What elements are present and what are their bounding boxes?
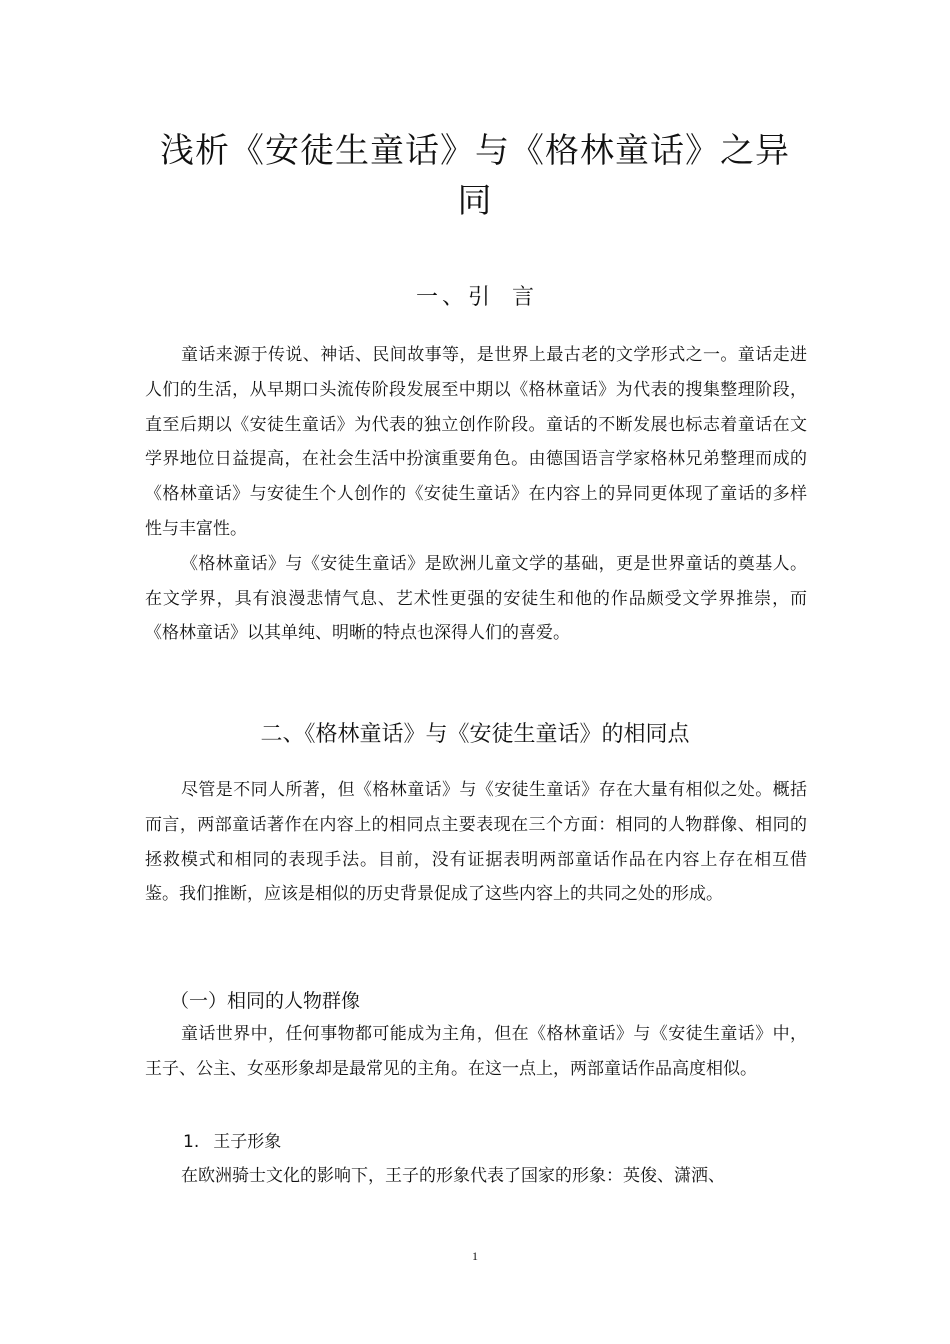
section-heading-similarities: 二、《格林童话》与《安徒生童话》的相同点 xyxy=(260,722,690,747)
paragraph: 童话来源于传说、神话、民间故事等，是世界上最古老的文学形式之一。童话走进人们的生活，从早期口头流传阶段发展至中期以《格林童话》为代表的搜集整理阶段，直至后期以《安徒生童话》为代表的独立创作阶段。童话的不断发展也标志着童话在文学界地位日益提高，在社会生活中扮演重要角色。由德国语言学家格林兄弟整理而成的《格林童话》与安徒生个人创作的《安徒生童话》在内容上的异同更体现了童话的多样性与丰富性。 xyxy=(145,345,807,539)
section-heading-char-1: 引 xyxy=(467,285,490,310)
section-heading-introduction xyxy=(0,280,950,311)
similarities-body xyxy=(145,773,807,912)
item-title: 王子形象 xyxy=(213,1132,282,1152)
document-title: 浅析《安徒生童话》与《格林童话》之异同 xyxy=(160,131,790,221)
subsection-heading-characters: （一）相同的人物群像 xyxy=(170,990,361,1012)
page-number: 1 xyxy=(472,1249,478,1263)
paragraph: 《格林童话》与《安徒生童话》是欧洲儿童文学的基础，更是世界童话的奠基人。在文学界，具有浪漫悲情气息、艺术性更强的安徒生和他的作品颇受文学界推崇，而《格林童话》以其单纯、明晰的特点也深得人们的喜爱。 xyxy=(145,553,807,644)
section-heading-char-2: 言 xyxy=(512,285,535,310)
section-number: 一、 xyxy=(415,285,468,310)
subsection-body xyxy=(145,1017,807,1087)
item-number: 1. xyxy=(183,1132,200,1152)
paragraph: 尽管是不同人所著，但《格林童话》与《安徒生童话》存在大量有相似之处。概括而言，两部童话著作在内容上的相同点主要表现在三个方面：相同的人物群像、相同的拯救模式和相同的表现手法。目前，没有证据表明两部童话作品在内容上存在相互借鉴。我们推断，应该是相似的历史背景促成了这些内容上的共同之处的形成。 xyxy=(145,780,807,905)
paragraph: 在欧洲骑士文化的影响下，王子的形象代表了国家的形象：英俊、潇洒、 xyxy=(181,1166,725,1186)
item-heading-prince xyxy=(183,1127,281,1152)
paragraph: 童话世界中，任何事物都可能成为主角，但在《格林童话》与《安徒生童话》中，王子、公主、女巫形象却是最常见的主角。在这一点上，两部童话作品高度相似。 xyxy=(145,1024,807,1079)
introduction-body xyxy=(145,338,807,651)
item-body xyxy=(145,1159,807,1194)
